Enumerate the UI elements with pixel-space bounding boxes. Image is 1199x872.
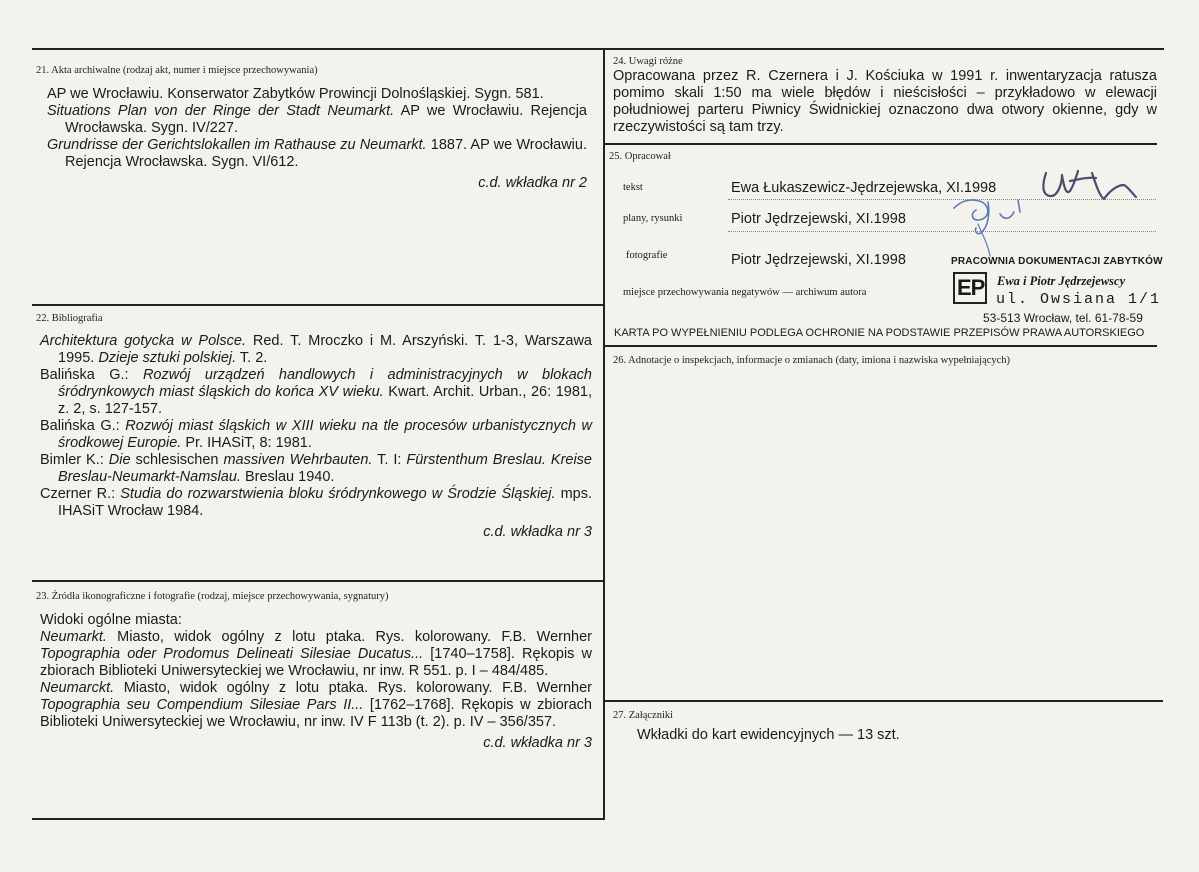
sources-heading: Widoki ogólne miasta: [40,612,182,628]
bibliography-entry: Czerner R.: Studia do rozwarstwienia bloku śródrynkowego w Środzie Śląskiej. mps. IHASiT Wrocław 1984. [40,486,592,519]
author-row-value: Piotr Jędrzejewski, XI.1998 [731,211,906,227]
section-23-body [40,612,592,752]
rule-25 [605,143,1157,145]
rule-26 [605,345,1157,347]
rule-23 [32,580,605,582]
copyright-notice: KARTA PO WYPEŁNIENIU PODLEGA OCHRONIE NA PODSTAWIE PRZEPISÓW PRAWA AUTORSKIEGO [614,327,1145,339]
author-row-label: tekst [623,182,643,193]
author-row-value: Piotr Jędrzejewski, XI.1998 [731,252,906,268]
dotted-line [728,231,1156,232]
stamp-street: ul. Owsiana 1/1 [996,291,1162,308]
section-24-caption: 24. Uwagi różne [613,56,683,67]
archive-entry: Situations Plan von der Ringe der Stadt Neumarkt. AP we Wrocławiu. Rejencja Wrocławska. Sygn. IV/227. [47,103,587,136]
bibliography-entry: Architektura gotycka w Polsce. Red. T. Mroczko i M. Arszyński. T. 1-3, Warszawa 1995. Dzieje sztuki polskiej. T. 2. [40,333,592,366]
signature-piotr [948,190,1058,260]
continuation-ref: c.d. wkładka nr 3 [483,735,592,751]
section-22-body [40,333,592,541]
archive-entry: Grundrisse der Gerichtslokallen im Rathause zu Neumarkt. 1887. AP we Wrocławiu. Rejencja Wrocławska. Sygn. VI/612. [47,137,587,170]
bibliography-entry: Balińska G.: Rozwój miast śląskich w XIII wieku na tle procesów urbanistycznych w środkowej Europie. Pr. IHASiT, 8: 1981. [40,418,593,451]
continuation-ref: c.d. wkładka nr 3 [483,524,592,540]
negatives-location: miejsce przechowywania negatywów — archiwum autora [623,287,867,298]
section-25-caption: 25. Opracował [609,151,671,162]
author-row-value: Ewa Łukaszewicz-Jędrzejewska, XI.1998 [731,180,997,196]
stamp-title: PRACOWNIA DOKUMENTACJI ZABYTKÓW [951,256,1163,267]
section-27-caption: 27. Załączniki [613,710,674,721]
section-24-body: Opracowana przez R. Czernera i J. Kościuka w 1991 r. inwentaryzacja ratusza pomimo skali 1:50 ma wiele błędów i nieścisłości – przykładowo w elewacji południowej parteru Piwnicy Świdnickiej oznaczono dwa otwory okienne, gdy w rzeczywistości są tam trzy. [613,68,1157,135]
stamp-name: Ewa i Piotr Jędrzejewscy [997,274,1126,288]
author-row-label: plany, rysunki [623,213,683,224]
rule-22 [32,304,605,306]
section-26-caption: 26. Adnotacje o inspekcjach, informacje o zmianach (daty, imiona i nazwiska wypełniających) [613,355,1011,366]
attachments-text: Wkładki do kart ewidencyjnych — 13 szt. [637,727,900,743]
rule-27 [605,700,1163,702]
section-23-caption: 23. Źródła ikonograficzne i fotografie (rodzaj, miejsce przechowywania, sygnatury) [36,591,389,602]
center-divider [603,48,605,820]
bibliography-entry: Balińska G.: Rozwój urządzeń handlowych i administracyjnych w blokach śródrynkowych miast śląskich do końca XV wieku. Kwart. Archit. Urban., 26: 1981, z. 2, s. 127-157. [40,367,592,417]
section-21-body [47,86,587,192]
section-21-caption: 21. Akta archiwalne (rodzaj akt, numer i miejsce przechowywania) [36,65,318,76]
stamp-logo [953,272,987,304]
stamp-city: 53-513 Wrocław, tel. 61-78-59 [983,311,1143,325]
bibliography-entry: Bimler K.: Die schlesischen massiven Wehrbauten. T. I: Fürstenthum Breslau. Kreise Breslau-Neumarkt-Namslau. Breslau 1940. [40,452,592,485]
stamp-logo-text: EP [957,275,985,300]
rule-left-bottom [32,818,605,820]
source-entry: Neumarkt. Miasto, widok ogólny z lotu ptaka. Rys. kolorowany. F.B. Wernher Topographia oder Prodomus Delineati Silesiae Ducatus... [1740–1758]. Rękopis w zbiorach Biblioteki Uniwersyteckiej we Wrocławiu, nr inw. R 551. p. I – 484/485. [40,629,592,679]
top-rule [32,48,1164,50]
archive-entry: AP we Wrocławiu. Konserwator Zabytków Prowincji Dolnośląskiej. Sygn. 581. [47,86,544,102]
section-22-caption: 22. Bibliografia [36,313,103,324]
source-entry: Neumarckt. Miasto, widok ogólny z lotu ptaka. Rys. kolorowany. F.B. Wernher Topographia seu Compendium Silesiae Pars II... [1762–1768]. Rękopis w zbiorach Biblioteki Uniwersyteckiej we Wrocławiu, nr inw. IV F 113b (t. 2). p. IV – 356/357. [40,680,592,730]
continuation-ref: c.d. wkładka nr 2 [478,175,587,191]
author-row-label: fotografie [626,250,668,261]
